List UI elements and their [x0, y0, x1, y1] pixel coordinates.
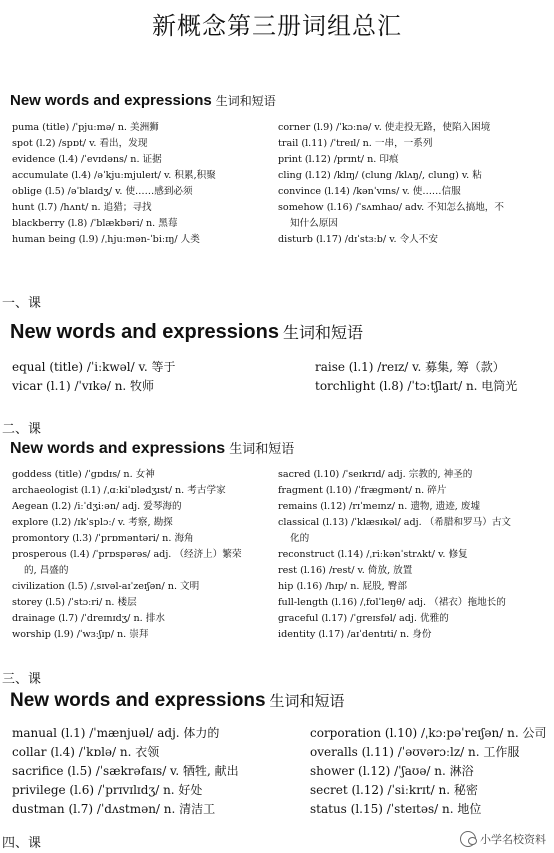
- vocab-entry: remains (l.12) /rɪˈmeɪnz/ n. 遗物, 遗迹, 废墟: [278, 501, 481, 512]
- vocab-entry: full-length (l.16) /ˌfʊlˈleŋθ/ adj. （裙衣）拖地长的: [278, 597, 506, 608]
- vocab-column-right: [315, 358, 517, 396]
- heading-english: New words and expressions: [10, 92, 212, 109]
- vocab-column-right: [310, 724, 546, 819]
- watermark-text: 小学名校资料: [480, 833, 546, 846]
- vocab-entry: promontory (l.3) /ˈprɒməntəri/ n. 海角: [12, 533, 194, 544]
- vocab-column-left: [12, 467, 242, 643]
- vocab-entry: puma (title) /ˈpjuːmə/ n. 美洲狮: [12, 122, 159, 133]
- vocab-entry: explore (l.2) /ɪkˈsplɔː/ v. 考察, 勘探: [12, 517, 173, 528]
- vocab-entry: secret (l.12) /ˈsiːkrɪt/ n. 秘密: [310, 783, 478, 797]
- vocab-entry: worship (l.9) /ˈwɜːʃɪp/ n. 崇拜: [12, 629, 149, 640]
- vocab-column-left: [12, 358, 175, 396]
- vocab-entry: torchlight (l.8) /ˈtɔːtʃlaɪt/ n. 电筒光: [315, 379, 518, 393]
- vocab-entry: privilege (l.6) /ˈprɪvɪlɪdʒ/ n. 好处: [12, 783, 203, 797]
- vocab-entry: corner (l.9) /ˈkɔːnə/ v. 使走投无路，使陷入困境: [278, 122, 491, 133]
- lesson-label: 三、课: [2, 672, 42, 687]
- vocab-entry: accumulate (l.4) /əˈkjuːmjuleɪt/ v. 积累,积聚: [12, 170, 216, 181]
- heading-chinese: 生词和短语: [229, 442, 295, 457]
- vocab-entry: hunt (l.7) /hʌnt/ n. 追猎；寻找: [12, 202, 152, 213]
- vocab-entry: identity (l.17) /aɪˈdentɪti/ n. 身份: [278, 629, 432, 640]
- heading-chinese: 生词和短语: [269, 692, 345, 710]
- vocab-entry: convince (l.14) /kənˈvɪns/ v. 使……信服: [278, 186, 461, 197]
- vocab-entry: fragment (l.10) /ˈfrægmənt/ n. 碎片: [278, 485, 447, 496]
- vocab-entry: oblige (l.5) /əˈblaɪdʒ/ v. 使……感到必须: [12, 186, 193, 197]
- lesson-label: 一、课: [2, 296, 42, 311]
- vocab-entry: cling (l.12) /klɪŋ/ (clung /klʌŋ/, clung) v. 粘: [278, 170, 482, 181]
- vocab-entry: raise (l.1) /reɪz/ v. 募集, 筹（款）: [315, 360, 505, 374]
- vocab-entry: trail (l.11) /ˈtreɪl/ n. 一串，一系列: [278, 138, 433, 149]
- vocab-entry: hip (l.16) /hɪp/ n. 屁股, 臀部: [278, 581, 407, 592]
- vocab-entry: graceful (l.17) /ˈgreɪsfəl/ adj. 优雅的: [278, 613, 449, 624]
- vocab-entry-continuation: 化的: [290, 533, 310, 544]
- vocab-entry: prosperous (l.4) /ˈprɒspərəs/ adj. （经济上）繁荣: [12, 549, 242, 560]
- vocab-entry: blackberry (l.8) /ˈblækbəri/ n. 黑莓: [12, 218, 178, 229]
- lesson-label: 二、课: [2, 422, 42, 437]
- vocab-entry-continuation: 的, 昌盛的: [24, 565, 69, 576]
- vocab-entry: corporation (l.10) /ˌkɔːpəˈreɪʃən/ n. 公司: [310, 726, 547, 740]
- vocab-entry: classical (l.13) /ˈklæsɪkəl/ adj. （希腊和罗马）古文: [278, 517, 512, 528]
- vocab-entry: somehow (l.16) /ˈsʌmhaʊ/ adv. 不知怎么搞地，不: [278, 202, 504, 213]
- vocab-entry: goddess (title) /ˈgɒdɪs/ n. 女神: [12, 469, 155, 480]
- vocab-entry: storey (l.5) /ˈstɔːri/ n. 楼层: [12, 597, 137, 608]
- vocab-entry: vicar (l.1) /ˈvɪkə/ n. 牧师: [12, 379, 155, 393]
- vocab-entry: collar (l.4) /ˈkɒlə/ n. 衣领: [12, 745, 160, 759]
- vocab-entry: shower (l.12) /ˈʃaʊə/ n. 淋浴: [310, 764, 474, 778]
- vocab-column-right: [278, 120, 504, 248]
- section-heading: [10, 690, 345, 712]
- vocab-entry: civilization (l.5) /ˌsɪvəl-aɪˈzeɪʃən/ n. 文明: [12, 581, 200, 592]
- heading-english: New words and expressions: [10, 690, 266, 711]
- vocab-entry: overalls (l.11) /ˈəʊvərɔːlz/ n. 工作服: [310, 745, 520, 759]
- vocab-entry: drainage (l.7) /ˈdreɪnɪdʒ/ n. 排水: [12, 613, 165, 624]
- vocab-entry: status (l.15) /ˈsteɪtəs/ n. 地位: [310, 802, 482, 816]
- vocab-entry: equal (title) /ˈiːkwəl/ v. 等于: [12, 360, 176, 374]
- section-heading: [10, 320, 363, 344]
- vocab-entry: Aegean (l.2) /iːˈdʒiːən/ adj. 爱琴海的: [12, 501, 182, 512]
- vocab-column-left: [12, 120, 216, 248]
- section-heading: [10, 90, 276, 109]
- vocab-entry-continuation: 知什么原因: [290, 218, 338, 229]
- vocab-entry: reconstruct (l.14) /ˌriːkənˈstrʌkt/ v. 修复: [278, 549, 468, 560]
- page-title: 新概念第三册词组总汇: [152, 12, 402, 40]
- vocab-entry: print (l.12) /prɪnt/ n. 印痕: [278, 154, 399, 165]
- vocab-entry: spot (l.2) /spɒt/ v. 看出，发现: [12, 138, 148, 149]
- heading-chinese: 生词和短语: [215, 94, 276, 108]
- lesson-label: 四、课: [2, 836, 42, 851]
- heading-english: New words and expressions: [10, 321, 279, 343]
- wechat-icon: [460, 831, 476, 847]
- vocab-entry: disturb (l.17) /dɪˈstɜːb/ v. 令人不安: [278, 234, 438, 245]
- heading-chinese: 生词和短语: [282, 323, 363, 342]
- vocab-entry: archaeologist (l.1) /ˌɑːkiˈɒlədʒɪst/ n. 考古学家: [12, 485, 226, 496]
- vocab-entry: dustman (l.7) /ˈdʌstmən/ n. 清洁工: [12, 802, 216, 816]
- vocab-entry: sacred (l.10) /ˈseɪkrɪd/ adj. 宗教的, 神圣的: [278, 469, 473, 480]
- vocab-entry: sacrifice (l.5) /ˈsækrəfaɪs/ v. 牺牲, 献出: [12, 764, 239, 778]
- vocab-entry: rest (l.16) /rest/ v. 倚放, 放置: [278, 565, 413, 576]
- watermark: [460, 831, 546, 847]
- heading-english: New words and expressions: [10, 440, 226, 457]
- vocab-entry: human being (l.9) /ˌhjuːmən-ˈbiːɪŋ/ 人类: [12, 234, 200, 245]
- vocab-entry: manual (l.1) /ˈmænjuəl/ adj. 体力的: [12, 726, 220, 740]
- vocab-entry: evidence (l.4) /ˈevɪdəns/ n. 证据: [12, 154, 162, 165]
- vocab-column-right: [278, 467, 511, 643]
- section-heading: [10, 438, 294, 458]
- vocab-column-left: [12, 724, 239, 819]
